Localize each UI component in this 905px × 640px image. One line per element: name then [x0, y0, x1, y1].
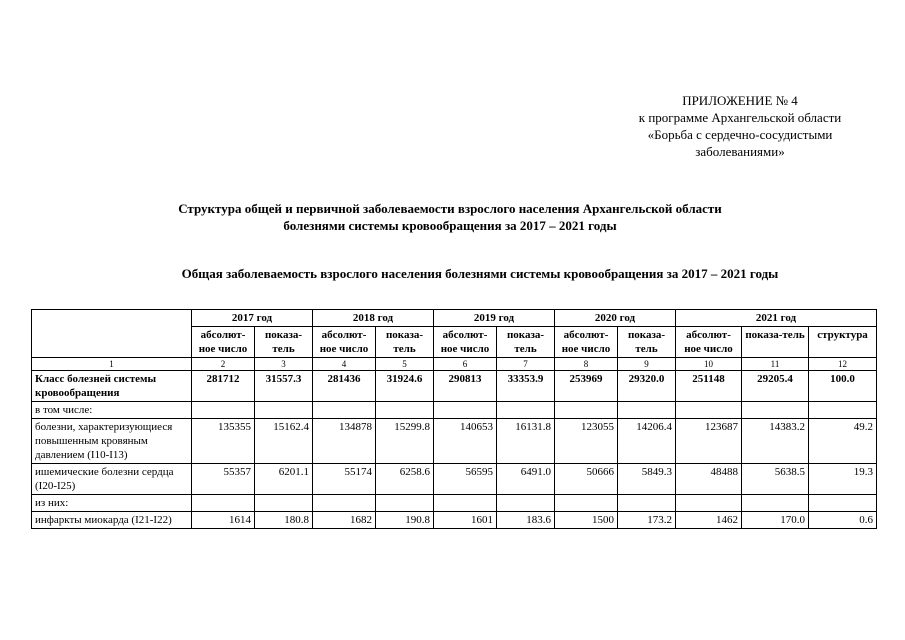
cell-value: 33353.9	[497, 371, 555, 402]
cell-value: 281712	[192, 371, 255, 402]
table-row	[32, 512, 877, 529]
cell-value: 14383.2	[742, 419, 809, 464]
row-label: инфаркты миокарда (I21-I22)	[32, 512, 192, 529]
cell-value: 19.3	[809, 464, 877, 495]
abs-header: абсолют-ное число	[676, 327, 742, 358]
rate-header: показа-тель	[742, 327, 809, 358]
table-row	[32, 402, 877, 419]
column-index: 7	[497, 358, 555, 371]
empty-cell	[192, 402, 255, 419]
cell-value: 170.0	[742, 512, 809, 529]
empty-cell	[434, 402, 497, 419]
year-header: 2019 год	[434, 310, 555, 327]
cell-value: 100.0	[809, 371, 877, 402]
appendix-line: заболеваниями»	[695, 144, 785, 159]
row-label: в том числе:	[32, 402, 192, 419]
document-title	[60, 200, 840, 234]
year-header: 2020 год	[555, 310, 676, 327]
title-line: болезнями системы кровообращения за 2017 – 2021 годы	[283, 218, 617, 233]
appendix-line: ПРИЛОЖЕНИЕ № 4	[682, 93, 798, 108]
table-row	[32, 419, 877, 464]
cell-value: 290813	[434, 371, 497, 402]
column-index: 5	[376, 358, 434, 371]
table-row	[32, 464, 877, 495]
rate-header: показа-тель	[618, 327, 676, 358]
column-index: 4	[313, 358, 376, 371]
empty-cell	[192, 495, 255, 512]
empty-cell	[497, 495, 555, 512]
cell-value: 173.2	[618, 512, 676, 529]
cell-value: 6201.1	[255, 464, 313, 495]
row-label: ишемические болезни сердца (I20-I25)	[32, 464, 192, 495]
abs-header: абсолют-ное число	[192, 327, 255, 358]
appendix-line: к программе Архангельской области	[638, 110, 842, 125]
cell-value: 123687	[676, 419, 742, 464]
morbidity-table	[31, 309, 877, 529]
cell-value: 281436	[313, 371, 376, 402]
abs-header: абсолют-ное число	[313, 327, 376, 358]
cell-value: 190.8	[376, 512, 434, 529]
cell-value: 134878	[313, 419, 376, 464]
year-header: 2021 год	[676, 310, 877, 327]
cell-value: 183.6	[497, 512, 555, 529]
column-index: 1	[32, 358, 192, 371]
year-header: 2018 год	[313, 310, 434, 327]
cell-value: 49.2	[809, 419, 877, 464]
table-caption: Общая заболеваемость взрослого населения болезнями системы кровообращения за 2017 – 2021 годы	[181, 266, 779, 281]
cell-value: 31557.3	[255, 371, 313, 402]
column-index: 6	[434, 358, 497, 371]
cell-value: 5638.5	[742, 464, 809, 495]
cell-value: 1462	[676, 512, 742, 529]
column-index-row	[32, 358, 877, 371]
rate-header: показа-тель	[497, 327, 555, 358]
cell-value: 16131.8	[497, 419, 555, 464]
cell-value: 123055	[555, 419, 618, 464]
empty-cell	[676, 495, 742, 512]
empty-cell	[313, 495, 376, 512]
cell-value: 31924.6	[376, 371, 434, 402]
cell-value: 1500	[555, 512, 618, 529]
cell-value: 48488	[676, 464, 742, 495]
empty-cell	[742, 402, 809, 419]
column-index: 11	[742, 358, 809, 371]
cell-value: 55174	[313, 464, 376, 495]
cell-value: 14206.4	[618, 419, 676, 464]
table-row	[32, 495, 877, 512]
rate-header: показа-тель	[376, 327, 434, 358]
row-label: Класс болезней системы кровообращения	[32, 371, 192, 402]
appendix-header	[610, 92, 870, 160]
cell-value: 1601	[434, 512, 497, 529]
empty-cell	[313, 402, 376, 419]
empty-cell	[742, 495, 809, 512]
row-label: из них:	[32, 495, 192, 512]
cell-value: 1614	[192, 512, 255, 529]
cell-value: 50666	[555, 464, 618, 495]
cell-value: 135355	[192, 419, 255, 464]
column-index: 2	[192, 358, 255, 371]
empty-cell	[376, 402, 434, 419]
empty-cell	[434, 495, 497, 512]
cell-value: 140653	[434, 419, 497, 464]
year-header-row	[32, 310, 877, 327]
cell-value: 15162.4	[255, 419, 313, 464]
cell-value: 56595	[434, 464, 497, 495]
empty-cell	[497, 402, 555, 419]
column-index: 8	[555, 358, 618, 371]
cell-value: 55357	[192, 464, 255, 495]
empty-cell	[555, 402, 618, 419]
empty-cell	[255, 495, 313, 512]
empty-cell	[809, 402, 877, 419]
cell-value: 29205.4	[742, 371, 809, 402]
row-label: болезни, характеризующиеся повышенным кровяным давлением (I10-I13)	[32, 419, 192, 464]
header-corner-cell	[32, 310, 192, 358]
column-index: 10	[676, 358, 742, 371]
column-index: 3	[255, 358, 313, 371]
empty-cell	[809, 495, 877, 512]
cell-value: 1682	[313, 512, 376, 529]
year-header: 2017 год	[192, 310, 313, 327]
cell-value: 253969	[555, 371, 618, 402]
column-index: 9	[618, 358, 676, 371]
abs-header: абсолют-ное число	[555, 327, 618, 358]
table-row	[32, 371, 877, 402]
abs-header: абсолют-ное число	[434, 327, 497, 358]
empty-cell	[618, 402, 676, 419]
title-line: Структура общей и первичной заболеваемости взрослого населения Архангельской области	[178, 201, 722, 216]
column-index: 12	[809, 358, 877, 371]
cell-value: 6491.0	[497, 464, 555, 495]
appendix-line: «Борьба с сердечно-сосудистыми	[647, 127, 833, 142]
cell-value: 251148	[676, 371, 742, 402]
empty-cell	[618, 495, 676, 512]
empty-cell	[555, 495, 618, 512]
rate-header: показа-тель	[255, 327, 313, 358]
cell-value: 6258.6	[376, 464, 434, 495]
empty-cell	[676, 402, 742, 419]
cell-value: 29320.0	[618, 371, 676, 402]
empty-cell	[376, 495, 434, 512]
cell-value: 180.8	[255, 512, 313, 529]
structure-header: структура	[809, 327, 877, 358]
cell-value: 5849.3	[618, 464, 676, 495]
cell-value: 15299.8	[376, 419, 434, 464]
cell-value: 0.6	[809, 512, 877, 529]
empty-cell	[255, 402, 313, 419]
